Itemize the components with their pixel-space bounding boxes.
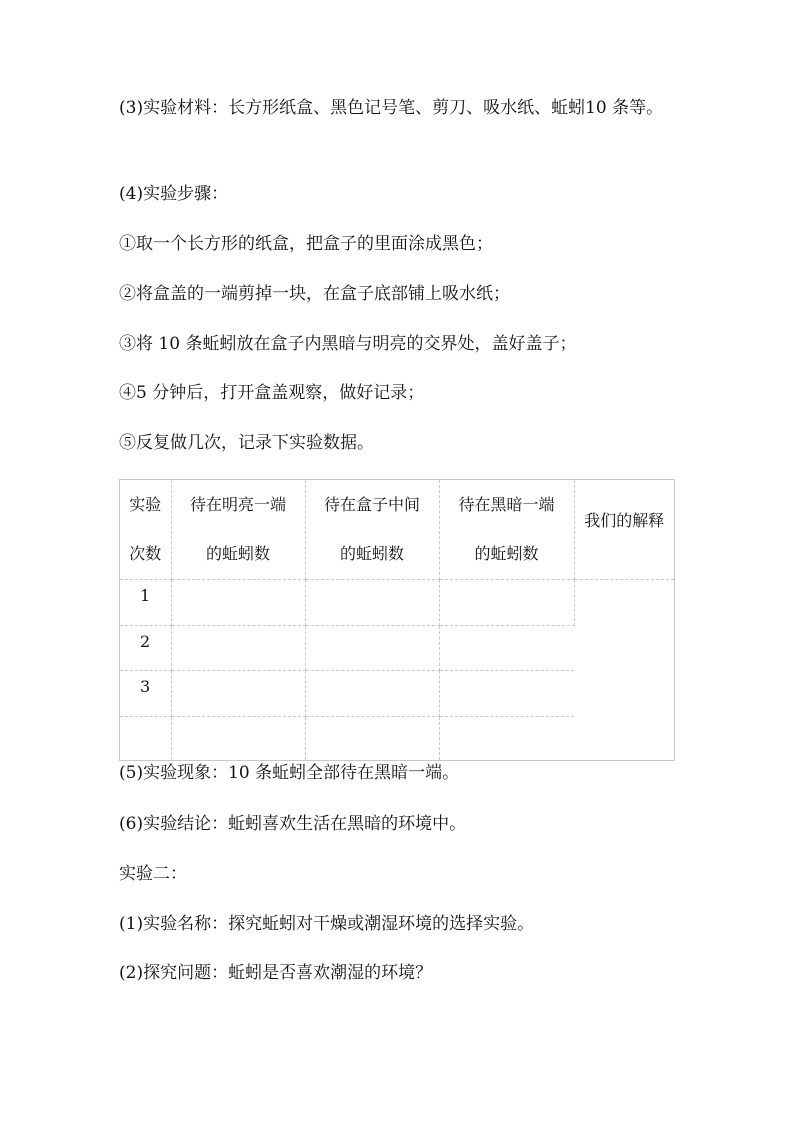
header-bright-end-line-1: 待在明亮一端 xyxy=(189,495,286,515)
table-cell xyxy=(171,670,305,716)
step-2: ②将盒盖的一端剪掉一块，在盒子底部铺上吸水纸； xyxy=(119,284,510,304)
table-row xyxy=(120,579,674,625)
trial-number-cell: 2 xyxy=(120,625,171,670)
step-1: ①取一个长方形的纸盒，把盒子的里面涂成黑色； xyxy=(119,234,493,254)
table-cell xyxy=(171,579,305,625)
header-dark-end xyxy=(439,480,574,579)
table-cell xyxy=(305,670,439,716)
explanation-cell xyxy=(574,579,674,760)
experiment-2-title: 实验二： xyxy=(119,864,187,884)
trial-number-cell xyxy=(120,716,171,760)
header-bright-end-line-2: 的蚯蚓数 xyxy=(205,544,270,564)
experiment-record-table xyxy=(119,479,675,761)
table-cell xyxy=(439,670,574,716)
table-cell xyxy=(439,716,574,760)
table-cell xyxy=(171,625,305,670)
table-cell xyxy=(439,579,574,625)
table-cell xyxy=(305,579,439,625)
header-trial-count xyxy=(120,480,171,579)
header-box-middle-line-2: 的蚯蚓数 xyxy=(339,544,404,564)
table-header-row xyxy=(120,480,674,579)
header-dark-end-line-1: 待在黑暗一端 xyxy=(458,495,555,515)
steps-title: (4)实验步骤： xyxy=(119,184,229,204)
header-box-middle-line-1: 待在盒子中间 xyxy=(323,495,420,515)
conclusion-paragraph: (6)实验结论：蚯蚓喜欢生活在黑暗的环境中。 xyxy=(119,814,467,834)
step-4: ④5 分钟后，打开盒盖观察，做好记录； xyxy=(119,383,425,403)
step-3: ③将 10 条蚯蚓放在盒子内黑暗与明亮的交界处，盖好盖子； xyxy=(119,334,577,354)
header-our-explanation xyxy=(574,480,674,579)
header-our-explanation-label: 我们的解释 xyxy=(584,511,665,530)
materials-paragraph: (3)实验材料：长方形纸盒、黑色记号笔、剪刀、吸水纸、蚯蚓10 条等。 xyxy=(119,98,664,118)
experiment-2-name: (1)实验名称：探究蚯蚓对干燥或潮湿环境的选择实验。 xyxy=(119,914,535,934)
trial-number-cell: 3 xyxy=(120,670,171,716)
header-dark-end-line-2: 的蚯蚓数 xyxy=(474,544,539,564)
header-box-middle xyxy=(305,480,439,579)
header-trial-count-line-2: 次数 xyxy=(129,544,162,564)
table-cell xyxy=(305,625,439,670)
table-cell xyxy=(171,716,305,760)
table-cell xyxy=(439,625,574,670)
table-cell xyxy=(305,716,439,760)
phenomenon-paragraph: (5)实验现象：10 条蚯蚓全部待在黑暗一端。 xyxy=(119,763,460,783)
trial-number-cell: 1 xyxy=(120,579,171,625)
header-bright-end xyxy=(171,480,305,579)
experiment-2-question: (2)探究问题：蚯蚓是否喜欢潮湿的环境？ xyxy=(119,963,433,983)
header-trial-count-line-1: 实验 xyxy=(129,495,162,515)
step-5: ⑤反复做几次，记录下实验数据。 xyxy=(119,433,374,453)
